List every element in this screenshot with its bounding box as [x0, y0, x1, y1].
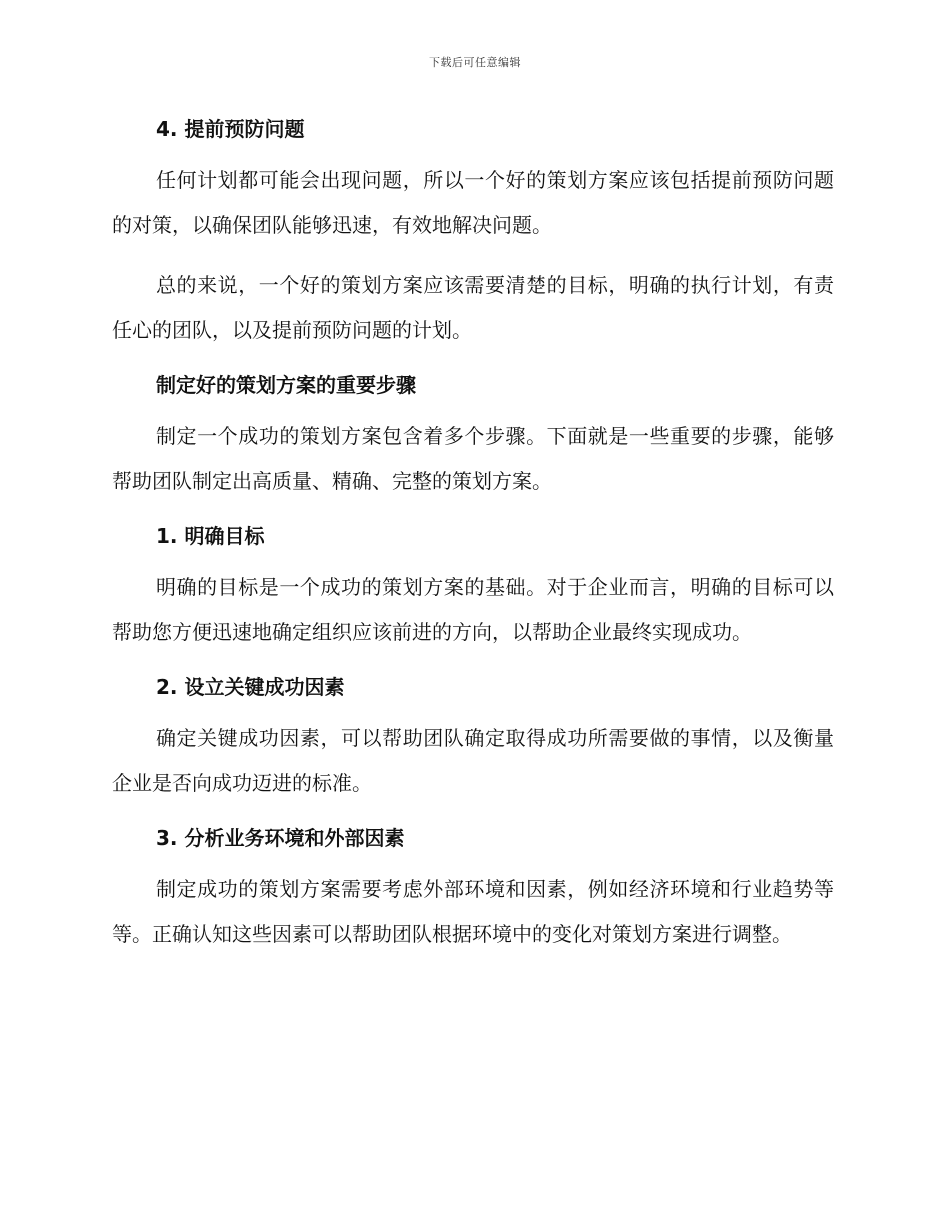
heading-important-steps: 制定好的策划方案的重要步骤 — [156, 373, 416, 397]
page-header-note: 下载后可任意编辑 — [429, 56, 521, 69]
heading-prevent-problems: 4. 提前预防问题 — [156, 117, 305, 141]
paragraph-summary: 总的来说，一个好的策划方案应该需要清楚的目标，明确的执行计划，有责任心的团队，以及提前预防问题的计划。 — [112, 273, 834, 342]
paragraph-clear-goal: 明确的目标是一个成功的策划方案的基础。对于企业而言，明确的目标可以帮助您方便迅速地确定组织应该前进的方向，以帮助企业最终实现成功。 — [112, 575, 834, 644]
heading-business-environment: 3. 分析业务环境和外部因素 — [156, 826, 405, 850]
heading-clear-goal: 1. 明确目标 — [156, 524, 265, 548]
paragraph-business-environment: 制定成功的策划方案需要考虑外部环境和因素，例如经济环境和行业趋势等等。正确认知这些因素可以帮助团队根据环境中的变化对策划方案进行调整。 — [112, 877, 834, 946]
paragraph-key-success-factors: 确定关键成功因素，可以帮助团队确定取得成功所需要做的事情，以及衡量企业是否向成功迈进的标准。 — [112, 726, 834, 795]
heading-key-success-factors: 2. 设立关键成功因素 — [156, 675, 345, 699]
paragraph-important-steps: 制定一个成功的策划方案包含着多个步骤。下面就是一些重要的步骤，能够帮助团队制定出高质量、精确、完整的策划方案。 — [112, 424, 834, 493]
document-body — [112, 112, 834, 957]
paragraph-prevent-problems: 任何计划都可能会出现问题，所以一个好的策划方案应该包括提前预防问题的对策，以确保团队能够迅速，有效地解决问题。 — [112, 168, 834, 237]
